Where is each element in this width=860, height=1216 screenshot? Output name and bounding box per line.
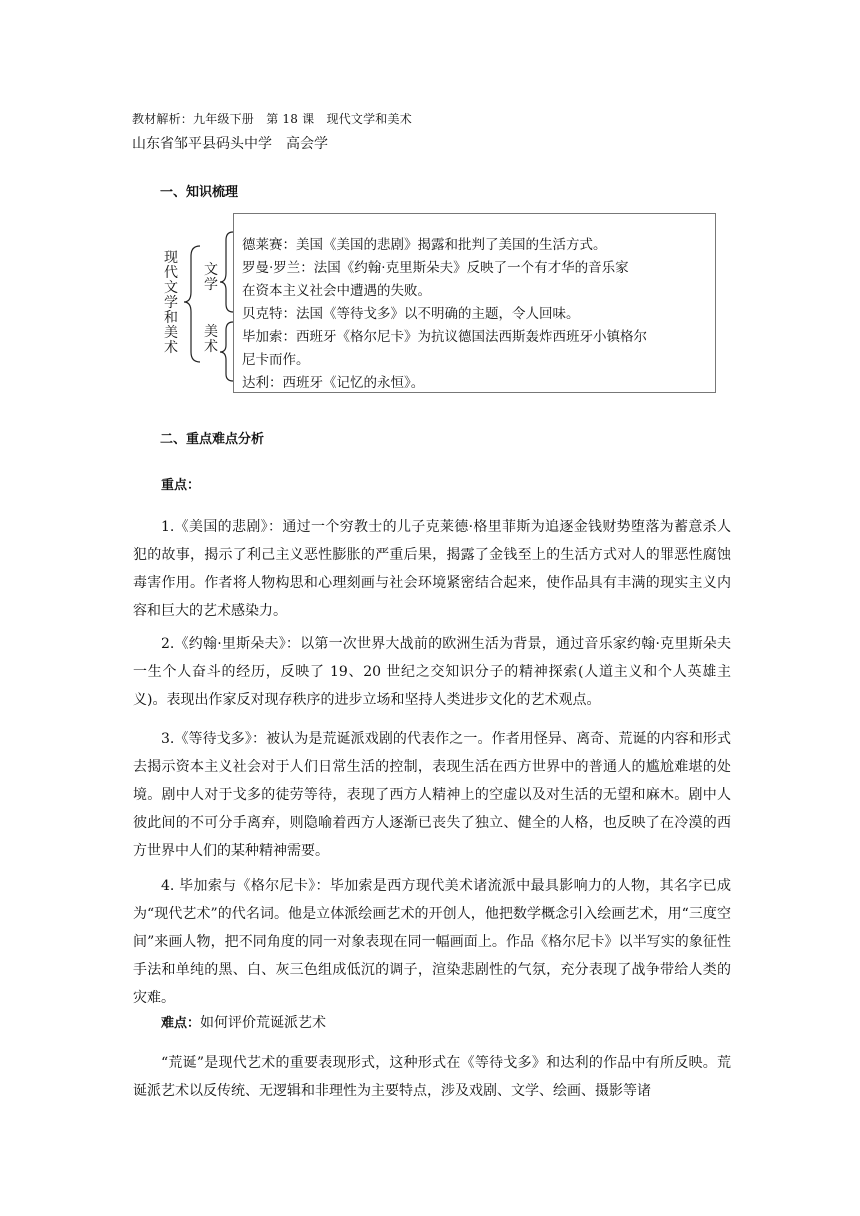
course-header: 教材解析：九年级下册 第 18 课 现代文学和美术 <box>132 112 412 126</box>
map-line: 贝克特：法国《等待戈多》以不明确的主题，令人回味。 <box>242 306 580 322</box>
knowledge-map <box>0 0 860 400</box>
key-point-paragraph: 2.《约翰·里斯朵夫》：以第一次世界大战前的欧洲生活为背景，通过音乐家约翰·克里斯朵夫一生个人奋斗的经历，反映了 19、20 世纪之交知识分子的精神探索(人道主义和个人英雄主义)。表现出作家反对现存秩序的进步立场和坚持人类进步文化的艺术观点。 <box>133 636 731 708</box>
map-line: 尼卡而作。 <box>242 352 310 368</box>
difficult-point-label: 难点： <box>161 1016 201 1031</box>
difficult-point-line <box>161 1012 326 1032</box>
author-line: 山东省邹平县码头中学 高会学 <box>132 136 328 152</box>
map-root-label: 现代文学和美术 <box>164 250 178 356</box>
difficult-point-text: 如何评价荒诞派艺术 <box>200 1015 327 1031</box>
map-line: 德莱赛：美国《美国的悲剧》揭露和批判了美国的生活方式。 <box>242 237 607 253</box>
map-line: 在资本主义社会中遭遇的失败。 <box>242 283 431 299</box>
map-line: 达利：西班牙《记忆的永恒》。 <box>242 375 425 391</box>
key-point-paragraph: 3.《等待戈多》：被认为是荒诞派戏剧的代表作之一。作者用怪异、离奇、荒诞的内容和形式去揭示资本主义社会对于人们日常生活的控制，表现生活在西方世界中的普通人的尴尬难堪的处境。剧中人对于戈多的徒劳等待，表现了西方人精神上的空虚以及对生活的无望和麻木。剧中人彼此间的不可分手离弃，则隐喻着西方人逐渐已丧失了独立、健全的人格，也反映了在冷漠的西方世界中人们的某种精神需要。 <box>133 731 731 859</box>
section-title-knowledge: 一、知识梳理 <box>160 185 239 200</box>
key-points-label: 重点： <box>161 478 201 493</box>
map-line: 毕加索：西班牙《格尔尼卡》为抗议德国法西斯轰炸西班牙小镇格尔 <box>242 329 647 345</box>
section-title-analysis: 二、重点难点分析 <box>160 432 265 447</box>
difficult-point-paragraph: “荒诞”是现代艺术的重要表现形式，这种形式在《等待戈多》和达利的作品中有所反映。荒诞派艺术以反传统、无逻辑和非理性为主要特点，涉及戏剧、文学、绘画、摄影等诸 <box>133 1055 731 1099</box>
map-content-box <box>233 213 716 393</box>
key-point-paragraph: 4. 毕加索与《格尔尼卡》：毕加索是西方现代美术诸流派中最具影响力的人物，其名字已成为“现代艺术”的代名词。他是立体派绘画艺术的开创人，他把数学概念引入绘画艺术，用“三度空间”来画人物，把不同角度的同一对象表现在同一幅画面上。作品《格尔尼卡》以半写实的象征性手法和单纯的黑、白、灰三色组成低沉的调子，渲染悲剧性的气氛，充分表现了战争带给人类的灾难。 <box>133 878 731 1006</box>
map-line: 罗曼·罗兰：法国《约翰·克里斯朵夫》反映了一个有才华的音乐家 <box>242 260 629 276</box>
map-literature-label: 文学 <box>204 262 218 293</box>
map-art-label: 美术 <box>204 324 218 355</box>
key-point-paragraph: 1.《美国的悲剧》：通过一个穷教士的儿子克莱德·格里菲斯为追逐金钱财势堕落为蓄意杀人犯的故事，揭示了利己主义恶性膨胀的严重后果，揭露了金钱至上的生活方式对人的罪恶性腐蚀毒害作用。作者将人物构思和心理刻画与社会环境紧密结合起来，使作品具有丰满的现实主义内容和巨大的艺术感染力。 <box>133 519 731 619</box>
